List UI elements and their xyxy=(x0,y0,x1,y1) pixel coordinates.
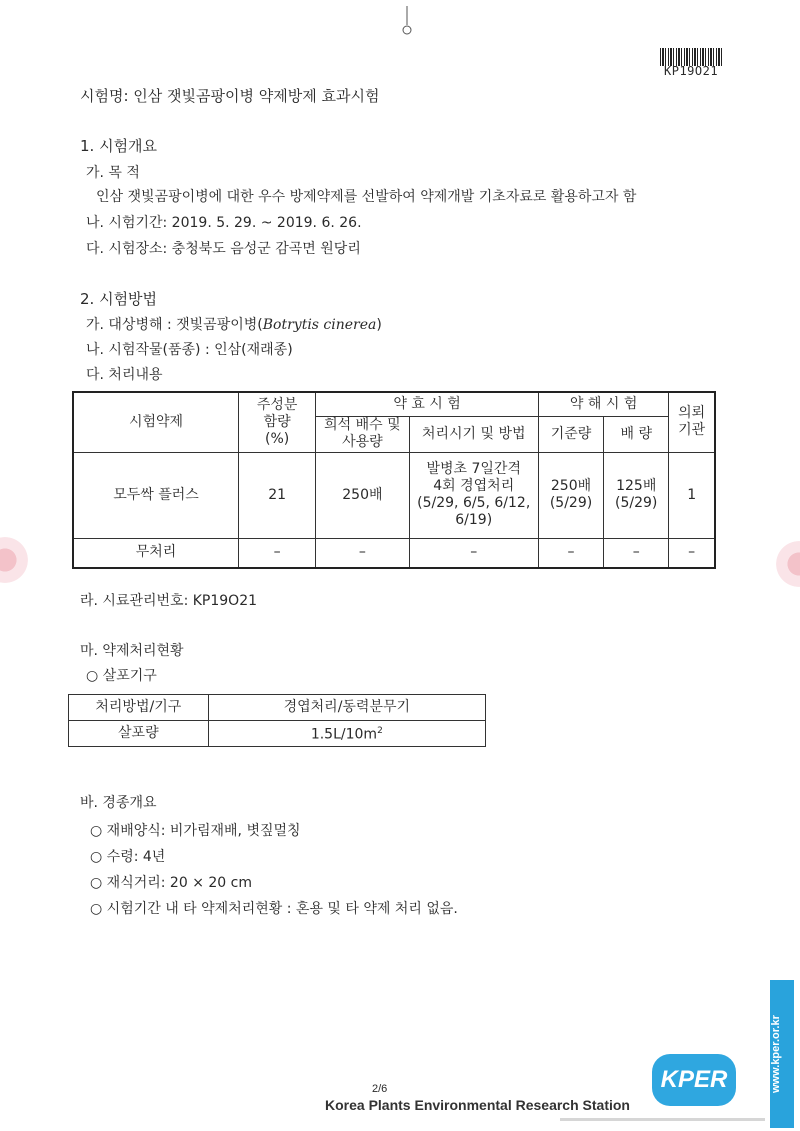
timing-line1: 발병초 7일간격 xyxy=(426,461,521,477)
table-row xyxy=(69,695,486,721)
header-agency-line1: 의뢰 xyxy=(678,405,706,422)
double-dose-value xyxy=(604,452,669,538)
treatment-table xyxy=(72,391,716,569)
amount-value xyxy=(208,721,485,747)
dilution-value: – xyxy=(316,538,409,568)
dilution-value: 250배 xyxy=(316,452,409,538)
content-value: 21 xyxy=(239,452,316,538)
test-crop: 나. 시험작물(품종) : 인삼(재래종) xyxy=(86,342,293,358)
content-value: – xyxy=(239,538,316,568)
treatment-status-heading: 마. 약제처리현황 xyxy=(80,643,184,659)
footer-fineprint xyxy=(560,1118,765,1121)
header-dilution-line1: 희석 배수 및 xyxy=(324,417,401,433)
header-double-dose: 배 량 xyxy=(604,416,669,452)
amount-unit-exponent: 2 xyxy=(377,726,383,737)
purpose-label: 가. 목 적 xyxy=(86,165,140,181)
amount-value-text: 1.5L/10m xyxy=(310,726,378,743)
page-number: 2/6 xyxy=(372,1083,388,1095)
double-dose-line2: (5/29) xyxy=(615,495,658,511)
pesticide-name: 무처리 xyxy=(73,538,239,568)
timing-line4: 6/19) xyxy=(455,512,493,528)
pesticide-name: 모두싹 플러스 xyxy=(73,452,239,538)
header-dilution-line2: 사용량 xyxy=(342,434,383,450)
sample-number: 라. 시료관리번호: KP19O21 xyxy=(80,593,258,609)
header-pesticide: 시험약제 xyxy=(73,392,239,452)
kper-logo: KPER xyxy=(652,1054,736,1106)
header-dilution xyxy=(316,416,409,452)
target-disease-suffix: ) xyxy=(376,317,382,333)
station-name: Korea Plants Environmental Research Station xyxy=(325,1097,630,1113)
header-agency xyxy=(669,392,715,452)
binding-hole-icon xyxy=(400,6,414,36)
website-url: www.kper.or.kr xyxy=(770,1015,782,1093)
standard-dose-line1: 250배 xyxy=(550,478,592,494)
cultivation-item: ○ 수령: 4년 xyxy=(90,849,166,865)
header-content-line3: (%) xyxy=(265,430,290,447)
seal-stamp-icon xyxy=(776,534,800,594)
test-location: 다. 시험장소: 충청북도 음성군 감곡면 원당리 xyxy=(86,241,361,257)
standard-dose-value xyxy=(538,452,603,538)
pathogen-latin-name: Botrytis cinerea xyxy=(262,317,377,333)
amount-header: 살포량 xyxy=(69,721,209,747)
sprayer-label: ○ 살포기구 xyxy=(86,668,157,684)
standard-dose-line2: (5/29) xyxy=(549,495,593,511)
section-1-heading: 1. 시험개요 xyxy=(80,137,158,155)
standard-dose-value: – xyxy=(538,538,603,568)
header-content-line1: 주성분 xyxy=(256,396,298,413)
purpose-text: 인삼 잿빛곰팡이병에 대한 우수 방제약제를 선발하여 약제개발 기초자료로 활용하고자 함 xyxy=(96,189,637,205)
header-standard-dose: 기준량 xyxy=(538,416,603,452)
table-row xyxy=(69,721,486,747)
method-value: 경엽처리/동력분무기 xyxy=(208,695,485,721)
table-row xyxy=(73,452,715,538)
test-period: 나. 시험기간: 2019. 5. 29. ~ 2019. 6. 26. xyxy=(86,215,362,231)
seal-stamp-icon xyxy=(0,530,28,590)
target-disease-label: 가. 대상병해 : 잿빛곰팡이병( xyxy=(86,317,263,333)
cultivation-item: ○ 재배양식: 비가림재배, 볏짚멀칭 xyxy=(90,823,301,839)
spray-table xyxy=(68,694,486,747)
cultivation-item: ○ 시험기간 내 타 약제처리현황 : 혼용 및 타 약제 처리 없음. xyxy=(90,901,458,917)
section-2-heading: 2. 시험방법 xyxy=(80,290,158,308)
barcode-label: KP19O21 xyxy=(664,64,719,78)
treatment-label: 다. 처리내용 xyxy=(86,367,163,383)
cultivation-heading: 바. 경종개요 xyxy=(80,795,157,811)
double-dose-line1: 125배 xyxy=(616,478,657,494)
agency-value: 1 xyxy=(669,452,715,538)
target-disease xyxy=(86,314,382,334)
document-title: 시험명: 인삼 잿빛곰팡이병 약제방제 효과시험 xyxy=(80,87,380,105)
header-efficacy: 약 효 시 험 xyxy=(316,392,539,416)
header-phytotoxicity: 약 해 시 험 xyxy=(538,392,668,416)
header-content xyxy=(239,392,316,452)
double-dose-value: – xyxy=(604,538,669,568)
timing-value: – xyxy=(409,538,538,568)
agency-value: – xyxy=(669,538,715,568)
table-row xyxy=(73,538,715,568)
method-header: 처리방법/기구 xyxy=(69,695,209,721)
header-agency-line2: 기관 xyxy=(678,422,706,439)
timing-line3: (5/29, 6/5, 6/12, xyxy=(417,495,531,511)
cultivation-item: ○ 재식거리: 20 × 20 cm xyxy=(90,875,252,891)
timing-line2: 4회 경엽처리 xyxy=(433,478,515,494)
header-timing: 처리시기 및 방법 xyxy=(409,416,538,452)
timing-value xyxy=(409,452,538,538)
header-content-line2: 함량 xyxy=(263,413,291,430)
